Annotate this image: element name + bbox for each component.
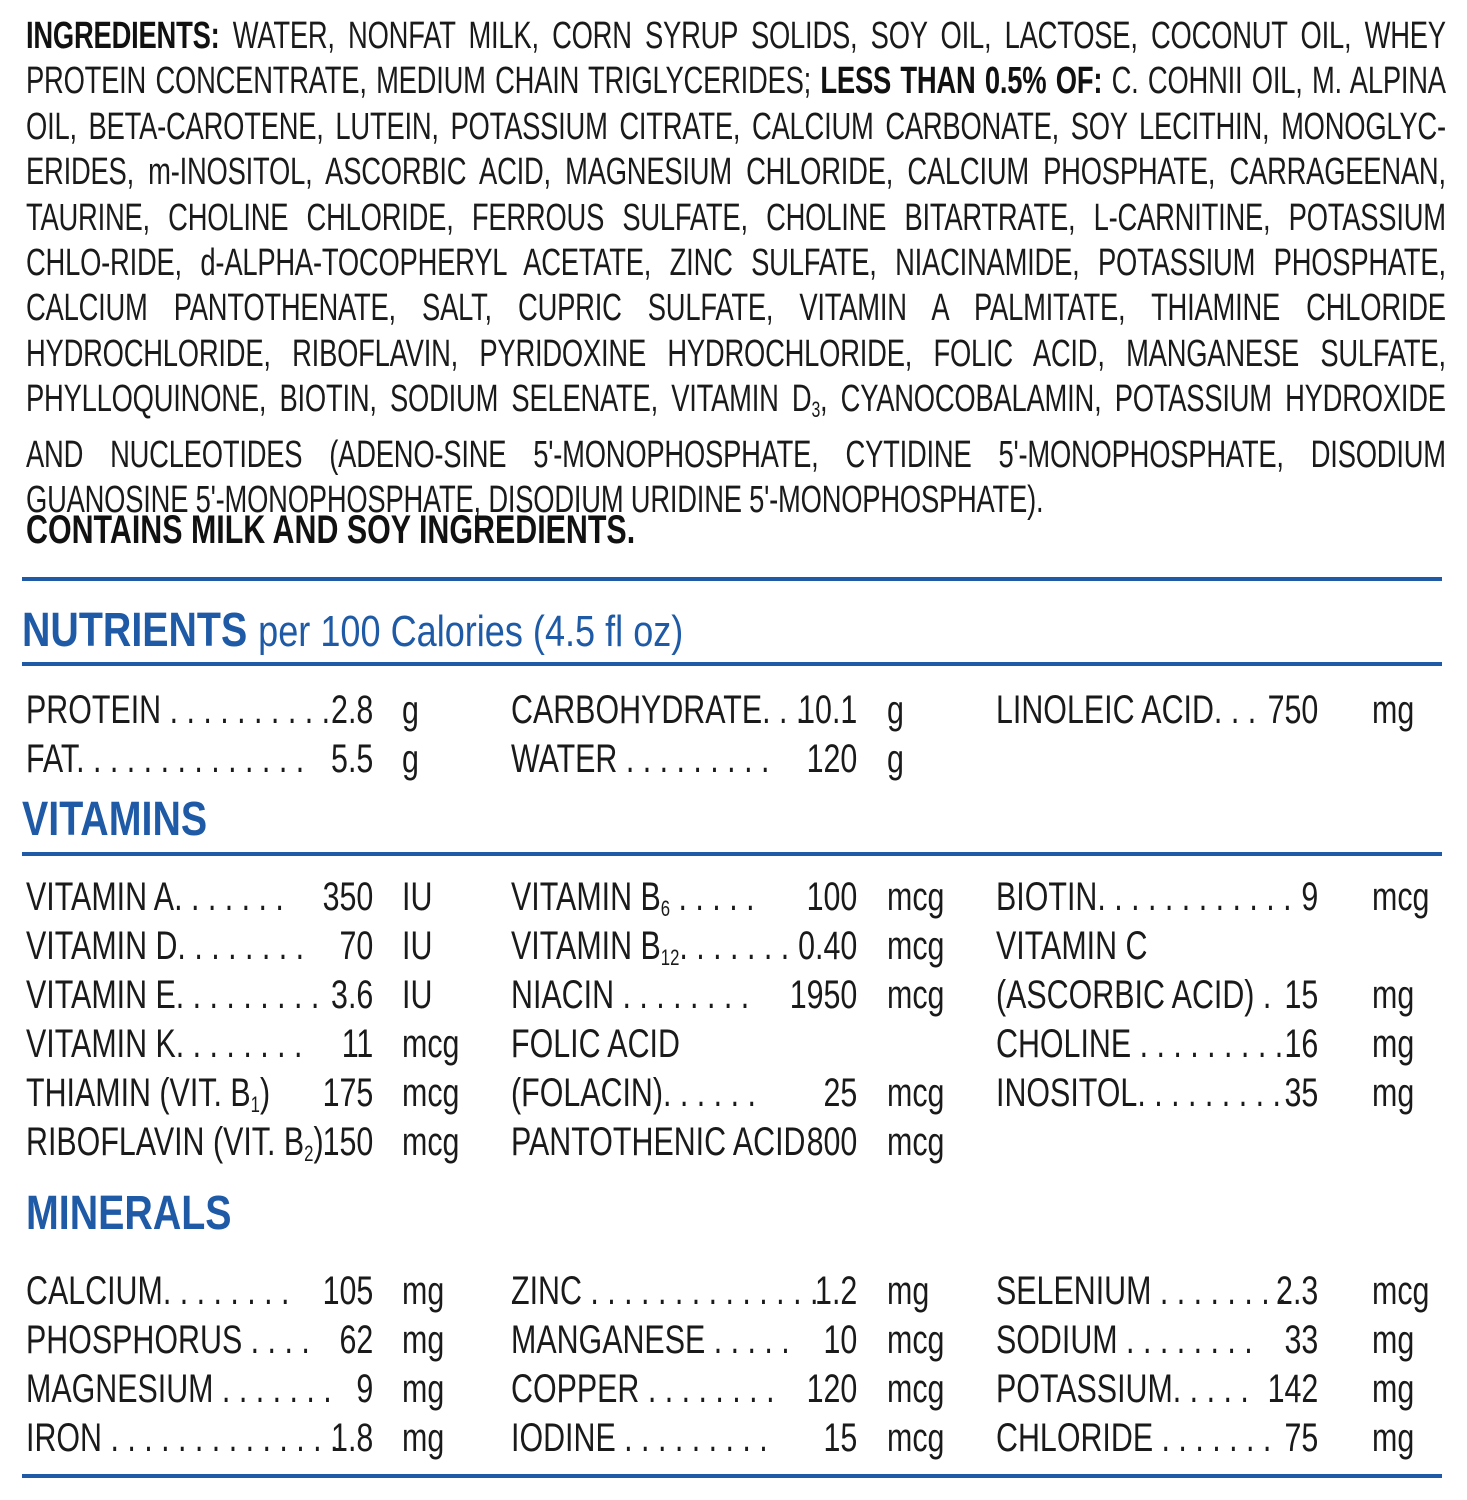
minerals-label-text: IRON . . . . . . . . . . . . . . bbox=[26, 1416, 339, 1460]
vitamins-label bbox=[996, 922, 1147, 970]
vitamins-label-text: INOSITOL. . . . . . . . . bbox=[996, 1071, 1281, 1115]
minerals-label-text: MAGNESIUM . . . . . . . bbox=[26, 1367, 332, 1411]
vitamins-value: 16 bbox=[1284, 1022, 1319, 1066]
nutrients-label-text: CARBOHYDRATE. . . bbox=[511, 688, 805, 732]
nutrients-unit: mg bbox=[1372, 688, 1415, 732]
minerals-label-text: MANGANESE . . . . . bbox=[511, 1318, 790, 1362]
vitamins-label-end: . . . . . bbox=[670, 875, 755, 919]
vitamins-value: 9 bbox=[1301, 875, 1319, 919]
ingredients-minor: C. COHNII OIL, M. ALPINA OIL, BETA-CAROTENE, LUTEIN, POTASSIUM CITRATE, CALCIUM CARBONATE, SOY LECITHIN, MONOGLYC-ERIDES, m-INOSITOL, ASCORBIC ACID, MAGNESIUM CHLORIDE, CALCIUM PHOSPHATE, CARRAGEENAN, TAURINE, CHOLINE CHLORIDE, FERROUS SULFATE, CHOLINE BITARTRATE, L-CARNITINE, POTASSIUM CHLO-RIDE, d-ALPHA-TOCOPHERYL ACETATE, ZINC SULFATE, NIACINAMIDE, POTASSIUM PHOSPHATE, CALCIUM PANTOTHENATE, SALT, CUPRIC SULFATE, VITAMIN A PALMITATE, THIAMINE CHLORIDE HYDROCHLORIDE, RIBOFLAVIN, PYRIDOXINE HYDROCHLORIDE, FOLIC ACID, MANGANESE SULFATE, PHYLLOQUINONE, BIOTIN, SODIUM SELENATE, VITAMIN D bbox=[26, 60, 1446, 421]
nutrients-unit: g bbox=[887, 688, 904, 732]
minerals-label bbox=[511, 1365, 775, 1413]
divider-top bbox=[22, 577, 1442, 581]
minerals-unit: mg bbox=[1372, 1318, 1415, 1362]
minerals-unit: mcg bbox=[887, 1416, 945, 1460]
vitamins-value: 150 bbox=[322, 1120, 374, 1164]
vitamins-label bbox=[511, 1069, 756, 1117]
vitamins-value: 25 bbox=[823, 1071, 858, 1115]
minerals-label bbox=[511, 1316, 790, 1364]
vitamins-value: 3.6 bbox=[331, 973, 374, 1017]
minerals-unit: mg bbox=[402, 1318, 445, 1362]
minerals-unit: mg bbox=[402, 1367, 445, 1411]
vitamins-unit: mcg bbox=[887, 875, 945, 919]
vitamins-unit: IU bbox=[402, 875, 433, 919]
vitamins-label-end: ) bbox=[259, 1071, 271, 1115]
vitamins-unit: mcg bbox=[887, 973, 945, 1017]
minerals-value: 1.2 bbox=[815, 1269, 858, 1313]
vitamins-label-subscript: 1 bbox=[250, 1092, 260, 1117]
minerals-value: 62 bbox=[339, 1318, 374, 1362]
less-than-heading: LESS THAN 0.5% OF: bbox=[820, 60, 1103, 103]
minerals-value: 142 bbox=[1267, 1367, 1319, 1411]
ingredients-minor-cont: , CYANOCOBALAMIN, POTASSIUM HYDROXIDE AND NUCLEOTIDES (ADENO-SINE 5'-MONOPHOSPHATE, CYTIDINE 5'-MONOPHOSPHATE, DISODIUM GUANOSINE 5'-MONOPHOSPHATE, DISODIUM URIDINE 5'-MONOPHOSPHATE). bbox=[26, 378, 1446, 522]
nutrients-value: 120 bbox=[806, 737, 858, 781]
vitamins-label-end: . . . . . . . bbox=[679, 924, 790, 968]
vitamins-unit: mg bbox=[1372, 973, 1415, 1017]
vitamins-unit: mcg bbox=[887, 1071, 945, 1115]
minerals-label bbox=[26, 1316, 310, 1364]
nutrients-label-text: FAT. . . . . . . . . . . . . . bbox=[26, 737, 305, 781]
minerals-unit: mcg bbox=[1372, 1269, 1430, 1313]
minerals-label-text: POTASSIUM. . . . . bbox=[996, 1367, 1249, 1411]
minerals-value: 9 bbox=[356, 1367, 374, 1411]
nutrients-label bbox=[26, 735, 304, 783]
vitamins-label-subscript: 2 bbox=[304, 1141, 314, 1166]
vitamins-unit: mcg bbox=[887, 924, 945, 968]
nutrients-unit: g bbox=[402, 688, 419, 732]
vitamins-label-text: (ASCORBIC ACID) . bbox=[996, 973, 1272, 1017]
minerals-title: MINERALS bbox=[26, 1187, 232, 1240]
vitamins-label-text: VITAMIN B bbox=[511, 924, 661, 968]
nutrients-unit: g bbox=[402, 737, 419, 781]
minerals-unit: mcg bbox=[887, 1318, 945, 1362]
minerals-label-text: IODINE . . . . . . . . . bbox=[511, 1416, 768, 1460]
minerals-value: 2.3 bbox=[1276, 1269, 1319, 1313]
vitamins-title: VITAMINS bbox=[22, 793, 208, 846]
vitamins-label-text: VITAMIN B bbox=[511, 875, 661, 919]
nutrients-label bbox=[511, 735, 769, 783]
vitamins-value: 800 bbox=[806, 1120, 858, 1164]
minerals-value: 1.8 bbox=[331, 1416, 374, 1460]
minerals-label bbox=[996, 1316, 1253, 1364]
minerals-label-text: CALCIUM. . . . . . . . bbox=[26, 1269, 290, 1313]
minerals-label bbox=[511, 1414, 768, 1462]
divider-bottom bbox=[22, 1474, 1442, 1478]
vitamins-label bbox=[26, 873, 284, 921]
minerals-label-text: ZINC . . . . . . . . . . . . . . bbox=[511, 1269, 819, 1313]
nutrients-value: 10.1 bbox=[798, 688, 858, 732]
ingredients-paragraph bbox=[26, 14, 1446, 523]
nutrients-label-text: LINOLEIC ACID. . . bbox=[996, 688, 1257, 732]
vitamins-label-subscript: 12 bbox=[660, 945, 680, 970]
vitamins-label bbox=[511, 922, 789, 970]
minerals-label-text: SODIUM . . . . . . . . bbox=[996, 1318, 1253, 1362]
minerals-value: 75 bbox=[1284, 1416, 1319, 1460]
vitamins-label bbox=[511, 971, 749, 1019]
nutrients-unit: g bbox=[887, 737, 904, 781]
minerals-unit: mg bbox=[1372, 1416, 1415, 1460]
vitamins-value: 100 bbox=[806, 875, 858, 919]
minerals-unit: mg bbox=[1372, 1367, 1415, 1411]
ingredients-main: WATER, NONFAT MILK, CORN SYRUP SOLIDS, SOY OIL, LACTOSE, COCONUT OIL, WHEY PROTEIN CONCENTRATE, MEDIUM CHAIN TRIGLYCERIDES; bbox=[26, 15, 1446, 103]
vitamins-label bbox=[26, 1069, 270, 1117]
vitamins-label-text: NIACIN . . . . . . . . bbox=[511, 973, 750, 1017]
allergen-statement: CONTAINS MILK AND SOY INGREDIENTS. bbox=[26, 508, 636, 552]
minerals-unit: mg bbox=[887, 1269, 930, 1313]
vitamins-value: 35 bbox=[1284, 1071, 1319, 1115]
minerals-label bbox=[26, 1267, 290, 1315]
minerals-value: 10 bbox=[823, 1318, 858, 1362]
vitamins-value: 175 bbox=[322, 1071, 374, 1115]
vitamins-unit: mcg bbox=[402, 1022, 460, 1066]
vitamins-label-text: (FOLACIN). . . . . . bbox=[511, 1071, 756, 1115]
minerals-unit: mg bbox=[402, 1269, 445, 1313]
minerals-value: 15 bbox=[823, 1416, 858, 1460]
minerals-unit: mcg bbox=[887, 1367, 945, 1411]
vitamins-unit: mcg bbox=[887, 1120, 945, 1164]
vitamins-unit: IU bbox=[402, 973, 433, 1017]
nutrients-value: 5.5 bbox=[331, 737, 374, 781]
vitamins-label-end: ) bbox=[313, 1120, 324, 1164]
ingredients-heading: INGREDIENTS: bbox=[26, 15, 220, 57]
vitamins-label-text: THIAMIN (VIT. B bbox=[26, 1071, 251, 1115]
vitamins-label-text: VITAMIN D. . . . . . . . bbox=[26, 924, 305, 968]
vitamins-label bbox=[511, 873, 755, 921]
vitamins-value: 1950 bbox=[789, 973, 858, 1017]
nutrients-subtitle: per 100 Calories (4.5 fl oz) bbox=[258, 607, 684, 656]
minerals-label-text: SELENIUM . . . . . . . . bbox=[996, 1269, 1287, 1313]
vitamins-unit: mg bbox=[1372, 1022, 1415, 1066]
vitamins-label-text: VITAMIN C bbox=[996, 924, 1148, 968]
nutrients-heading: NUTRIENTS bbox=[22, 604, 248, 657]
minerals-label-text: COPPER . . . . . . . . bbox=[511, 1367, 775, 1411]
minerals-label-text: CHLORIDE . . . . . . . bbox=[996, 1416, 1272, 1460]
nutrients-title bbox=[22, 603, 683, 658]
nutrients-value: 750 bbox=[1267, 688, 1319, 732]
vitamins-label bbox=[26, 922, 304, 970]
nutrients-label-text: WATER . . . . . . . . . bbox=[511, 737, 770, 781]
divider-nutrients bbox=[22, 662, 1442, 666]
vitamins-label-text: BIOTIN. . . . . . . . . . . . bbox=[996, 875, 1292, 919]
vitamins-unit: mcg bbox=[402, 1071, 460, 1115]
vitamins-label-text: PANTOTHENIC ACID bbox=[511, 1120, 806, 1164]
vitamins-label-text: VITAMIN A. . . . . . . bbox=[26, 875, 284, 919]
vitamins-value: 15 bbox=[1284, 973, 1319, 1017]
vitamins-value: 350 bbox=[322, 875, 374, 919]
vitamins-label-text: VITAMIN K. . . . . . . . bbox=[26, 1022, 303, 1066]
vitamins-unit: IU bbox=[402, 924, 433, 968]
minerals-label bbox=[996, 1365, 1249, 1413]
vitamins-label-text: VITAMIN E. . . . . . . . . bbox=[26, 973, 320, 1017]
vitamin-d-subscript: 3 bbox=[811, 397, 821, 423]
minerals-value: 120 bbox=[806, 1367, 858, 1411]
minerals-value: 105 bbox=[322, 1269, 374, 1313]
vitamins-value: 0.40 bbox=[798, 924, 858, 968]
vitamins-unit: mcg bbox=[402, 1120, 460, 1164]
vitamins-label-text: RIBOFLAVIN (VIT. B bbox=[26, 1120, 305, 1164]
vitamins-value: 11 bbox=[341, 1022, 374, 1066]
minerals-value: 33 bbox=[1284, 1318, 1319, 1362]
minerals-unit: mg bbox=[402, 1416, 445, 1460]
vitamins-label-text: CHOLINE . . . . . . . . . bbox=[996, 1022, 1284, 1066]
vitamins-unit: mg bbox=[1372, 1071, 1415, 1115]
vitamins-label bbox=[26, 1020, 302, 1068]
vitamins-label-subscript: 6 bbox=[660, 896, 671, 921]
vitamins-label-text: FOLIC ACID bbox=[511, 1022, 680, 1066]
vitamins-unit: mcg bbox=[1372, 875, 1430, 919]
nutrients-value: 2.8 bbox=[331, 688, 374, 732]
minerals-label-text: PHOSPHORUS . . . . bbox=[26, 1318, 310, 1362]
vitamins-label bbox=[511, 1020, 680, 1068]
nutrients-label-text: PROTEIN . . . . . . . . . . bbox=[26, 688, 331, 732]
divider-vitamins bbox=[22, 852, 1442, 856]
vitamins-value: 70 bbox=[339, 924, 374, 968]
